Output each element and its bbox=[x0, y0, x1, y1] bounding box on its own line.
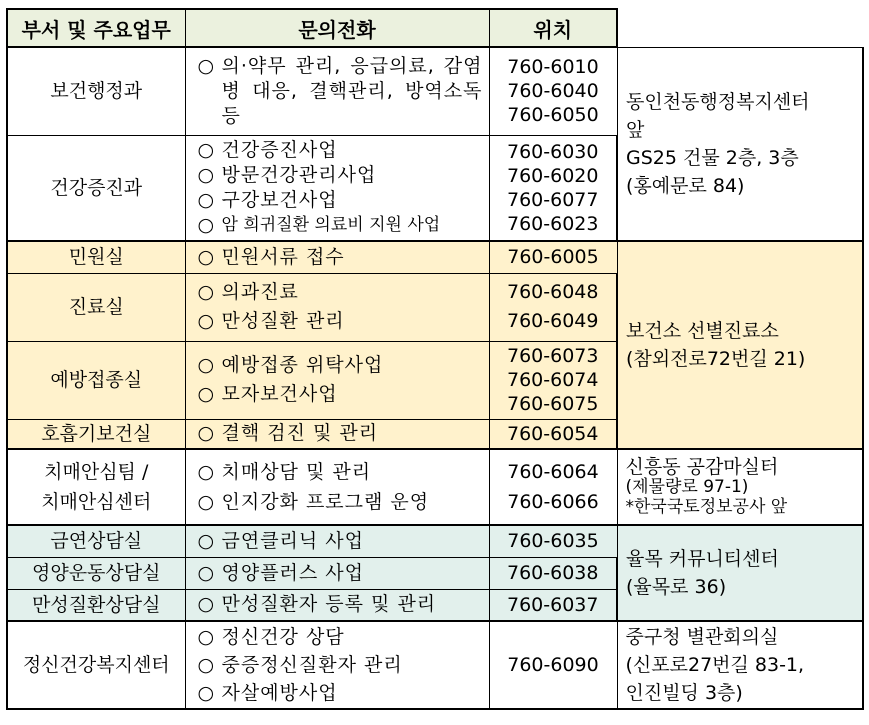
task-item bbox=[198, 529, 483, 554]
location-line: 율목 커뮤니티센터 bbox=[626, 548, 779, 570]
task-item bbox=[198, 307, 483, 336]
task-text: 치매상담 및 관리 bbox=[221, 461, 372, 483]
bullet-circle-icon: ○ bbox=[197, 188, 215, 211]
location-line: GS25 건물 2층, 3층 bbox=[626, 146, 799, 169]
bullet-circle-icon: ○ bbox=[197, 54, 215, 77]
phone-number: 760-6090 bbox=[507, 654, 599, 676]
bullet-circle-icon: ○ bbox=[197, 461, 215, 483]
phone-number: 760-6023 bbox=[507, 212, 599, 235]
bullet-circle-icon: ○ bbox=[197, 491, 215, 513]
task-item bbox=[198, 163, 483, 188]
dept-tasks bbox=[185, 557, 489, 589]
phone-number: 760-6037 bbox=[507, 593, 599, 616]
location-dementia-center bbox=[617, 449, 863, 525]
location-health-center bbox=[617, 241, 863, 449]
phone-number: 760-6050 bbox=[507, 104, 599, 127]
bullet-circle-icon: ○ bbox=[197, 163, 215, 186]
location-line: 신흥동 공감마실터 bbox=[625, 456, 779, 478]
table-row bbox=[7, 241, 863, 273]
phone-number: 760-6054 bbox=[507, 422, 599, 445]
task-item bbox=[198, 651, 483, 679]
bullet-circle-icon: ○ bbox=[197, 682, 215, 704]
task-text: 예방접종 위탁사업 bbox=[221, 354, 384, 376]
dept-name: 정신건강복지센터 bbox=[7, 621, 185, 709]
dept-phones bbox=[489, 341, 617, 419]
phone-number: 760-6049 bbox=[507, 310, 599, 332]
location-line: *한국국토정보공사 앞 bbox=[625, 497, 788, 517]
task-item bbox=[198, 278, 483, 307]
dept-tasks bbox=[185, 135, 489, 241]
task-item bbox=[198, 457, 483, 487]
dept-tasks bbox=[185, 241, 489, 273]
dept-name: 호흡기보건실 bbox=[7, 419, 185, 449]
bullet-circle-icon: ○ bbox=[197, 422, 215, 445]
bullet-circle-icon: ○ bbox=[197, 529, 215, 552]
bullet-circle-icon: ○ bbox=[197, 654, 215, 676]
location-line: 중구청 별관회의실 bbox=[625, 626, 779, 648]
dept-name: 건강증진과 bbox=[7, 135, 185, 241]
task-text: 건강증진사업 bbox=[221, 138, 338, 161]
table-row bbox=[7, 47, 863, 135]
phone-number: 760-6020 bbox=[507, 164, 599, 187]
dept-phones bbox=[489, 621, 617, 709]
task-item bbox=[198, 213, 483, 238]
dept-name: 금연상담실 bbox=[7, 525, 185, 557]
location-admin-center bbox=[617, 47, 863, 241]
dept-tasks bbox=[185, 341, 489, 419]
task-item bbox=[198, 188, 483, 213]
location-line: (홍예문로 84) bbox=[626, 174, 745, 197]
bullet-circle-icon: ○ bbox=[197, 138, 215, 161]
task-text: 금연클리닉 사업 bbox=[221, 529, 365, 552]
dept-name: 민원실 bbox=[7, 241, 185, 273]
dept-tasks bbox=[185, 47, 489, 135]
phone-number: 760-6010 bbox=[507, 56, 599, 79]
location-line: 보건소 선별진료소 bbox=[626, 320, 779, 342]
bullet-circle-icon: ○ bbox=[197, 561, 215, 584]
task-item bbox=[198, 380, 483, 409]
phone-number: 760-6066 bbox=[507, 491, 599, 513]
task-text: 만성질환자 등록 및 관리 bbox=[221, 593, 437, 616]
phone-number: 760-6030 bbox=[507, 140, 599, 163]
location-line: (신포로27번길 83-1, bbox=[625, 654, 805, 676]
dept-name: 예방접종실 bbox=[7, 341, 185, 419]
dept-name: 진료실 bbox=[7, 273, 185, 341]
task-text: 민원서류 접수 bbox=[221, 245, 345, 268]
bullet-circle-icon: ○ bbox=[197, 310, 215, 332]
task-text: 영양플러스 사업 bbox=[221, 561, 365, 584]
table-row bbox=[7, 449, 863, 525]
bullet-circle-icon: ○ bbox=[197, 354, 215, 376]
phone-number: 760-6035 bbox=[507, 530, 599, 553]
bullet-circle-icon: ○ bbox=[197, 626, 215, 648]
task-item bbox=[198, 623, 483, 651]
task-item bbox=[198, 351, 483, 380]
dept-phones bbox=[489, 135, 617, 241]
table-header-row bbox=[7, 9, 863, 47]
task-text: 정신건강 상담 bbox=[221, 626, 345, 648]
location-line: (율목로 36) bbox=[626, 576, 727, 598]
task-item bbox=[198, 487, 483, 517]
bullet-circle-icon: ○ bbox=[197, 245, 215, 268]
task-text: 암 희귀질환 의료비 지원 사업 bbox=[221, 214, 441, 235]
department-directory bbox=[6, 8, 862, 710]
phone-number: 760-6077 bbox=[507, 188, 599, 211]
table-row bbox=[7, 621, 863, 709]
phone-number: 760-6064 bbox=[507, 461, 599, 483]
task-text: 모자보건사업 bbox=[221, 383, 338, 405]
header-department-duties: 부서 및 주요업무 bbox=[7, 9, 185, 47]
task-item bbox=[198, 561, 483, 586]
location-line: 동인천동행정복지센터 bbox=[626, 90, 810, 113]
dept-tasks bbox=[185, 419, 489, 449]
task-text: 자살예방사업 bbox=[221, 682, 338, 704]
dept-phones bbox=[489, 47, 617, 135]
task-item bbox=[198, 679, 483, 707]
phone-number: 760-6038 bbox=[507, 562, 599, 584]
header-location: 위치 bbox=[489, 9, 617, 47]
location-line: 인진빌딩 3층) bbox=[625, 682, 743, 704]
task-text: 결핵 검진 및 관리 bbox=[221, 422, 379, 445]
dept-tasks bbox=[185, 621, 489, 709]
dept-name-line: 치매안심센터 bbox=[41, 491, 152, 513]
dept-name: 영양운동상담실 bbox=[7, 557, 185, 589]
bullet-circle-icon: ○ bbox=[197, 213, 215, 236]
phone-number: 760-6048 bbox=[507, 281, 599, 303]
location-community-center bbox=[617, 525, 863, 621]
location-line: 앞 bbox=[626, 118, 645, 141]
task-text: 의과진료 bbox=[221, 281, 299, 303]
dept-phones bbox=[489, 241, 617, 273]
bullet-circle-icon: ○ bbox=[197, 593, 215, 616]
dept-tasks bbox=[185, 273, 489, 341]
task-text: 만성질환 관리 bbox=[221, 310, 345, 332]
dept-phones bbox=[489, 449, 617, 525]
bullet-circle-icon: ○ bbox=[197, 383, 215, 405]
task-text: 의·약무 관리, 응급의료, 감염병 대응, 결핵관리, 방역소독 등 bbox=[221, 54, 483, 127]
phone-number: 760-6073 bbox=[507, 345, 599, 367]
dept-tasks bbox=[185, 449, 489, 525]
task-text: 중증정신질환자 관리 bbox=[221, 654, 403, 676]
task-item bbox=[198, 138, 483, 163]
dept-phones bbox=[489, 557, 617, 589]
dept-phones bbox=[489, 419, 617, 449]
location-line: (제물량로 97-1) bbox=[625, 477, 749, 497]
phone-number: 760-6005 bbox=[507, 246, 599, 269]
task-item bbox=[198, 592, 483, 617]
dept-phones bbox=[489, 589, 617, 621]
task-item bbox=[198, 245, 483, 270]
dept-name: 만성질환상담실 bbox=[7, 589, 185, 621]
phone-number: 760-6074 bbox=[507, 369, 599, 391]
task-item bbox=[198, 421, 483, 446]
location-line: (참외전로72번길 21) bbox=[626, 348, 806, 370]
task-text: 인지강화 프로그램 운영 bbox=[221, 491, 430, 513]
bullet-circle-icon: ○ bbox=[197, 281, 215, 303]
dept-tasks bbox=[185, 525, 489, 557]
dept-phones bbox=[489, 273, 617, 341]
department-table bbox=[6, 8, 864, 710]
phone-number: 760-6040 bbox=[507, 80, 599, 103]
dept-phones bbox=[489, 525, 617, 557]
dept-tasks bbox=[185, 589, 489, 621]
task-item bbox=[198, 54, 483, 129]
dept-name bbox=[7, 449, 185, 525]
header-phone: 문의전화 bbox=[185, 9, 489, 47]
phone-number: 760-6075 bbox=[507, 393, 599, 415]
task-text: 구강보건사업 bbox=[221, 188, 338, 211]
table-row bbox=[7, 525, 863, 557]
task-text: 방문건강관리사업 bbox=[221, 163, 377, 186]
dept-name: 보건행정과 bbox=[7, 47, 185, 135]
location-mental-health bbox=[617, 621, 863, 709]
dept-name-line: 치매안심팀 / bbox=[44, 461, 149, 483]
